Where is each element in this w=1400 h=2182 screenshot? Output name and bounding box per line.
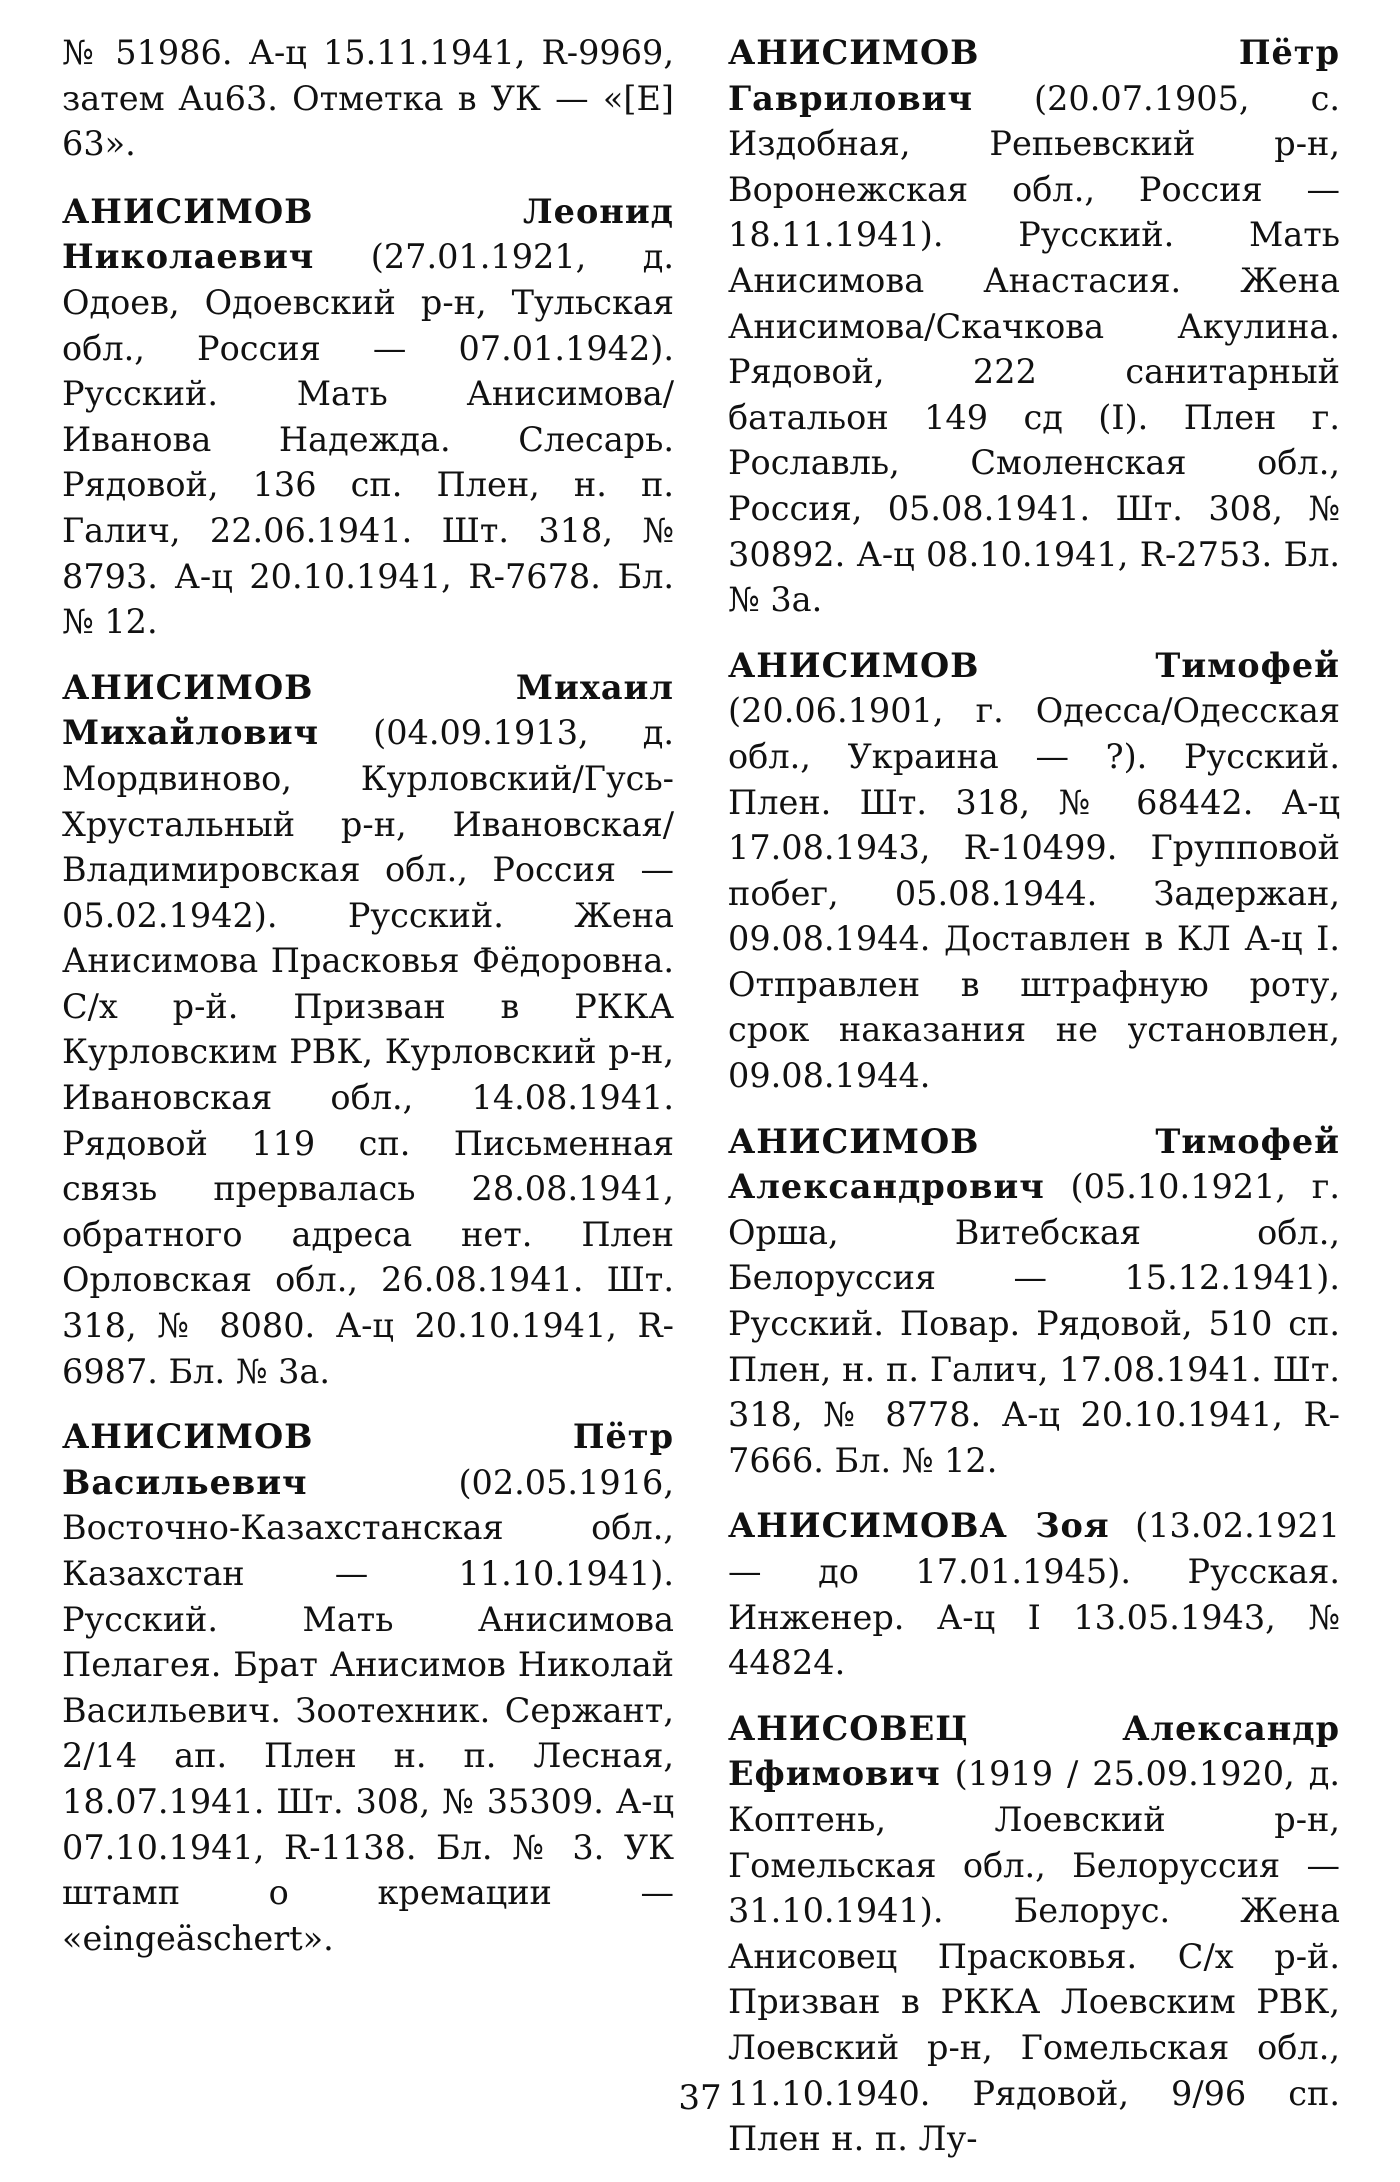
entry-name: АНИСИМОВ Михаил Михайлович [62, 667, 674, 753]
entry-text: (27.01.1921, д. Одоев, Одоевский р-н, Тульская обл., Россия — 07.01.1942). Русский. Мать Анисимова/Иванова Надежда. Слесарь. Рядовой, 136 сп. Плен, н. п. Галич, 22.06.1941. Шт. 318, № 8793. А-ц 20.10.1941, R-7678. Бл. № 12. [62, 237, 674, 642]
entry-text: (04.09.1913, д. Мордвиново, Курловский/Гусь-Хрустальный р-н, Ивановская/Владимировская обл., Россия — 05.02.1942). Русский. Жена Анисимова Прасковья Фёдоровна. С/х р-й. Призван в РККА Курловским РВК, Курловский р-н, Ивановская обл., 14.08.1941. Рядовой 119 сп. Письменная связь прервалась 28.08.1941, обратного адреса нет. Плен Орловская обл., 26.08.1941. Шт. 318, № 8080. А-ц 20.10.1941, R-6987. Бл. № 3а. [62, 713, 674, 1391]
entry-name: АНИСОВЕЦ Александр Ефимович [728, 1708, 1340, 1794]
entry-name: АНИСИМОВ Пётр Васильевич [62, 1417, 674, 1502]
entry-name: АНИСИМОВА Зоя [728, 1506, 1110, 1546]
entry-anisimov-leonid [62, 189, 674, 645]
entry-anisimova-zoya [728, 1503, 1340, 1685]
entry-anisimov-timofei-aleksandrovich [728, 1119, 1340, 1484]
entry-text: № 51986. А-ц 15.11.1941, R-9969, затем Au63. Отметка в УК — «[E] 63». [62, 33, 674, 164]
entry-continuation [62, 30, 674, 167]
entry-name: АНИСИМОВ Тимофей Александрович [728, 1121, 1340, 1207]
entry-name: АНИСИМОВ Леонид Николаевич [62, 191, 674, 277]
entry-name: АНИСИМОВ Тимофей [728, 645, 1340, 685]
entry-text: (20.07.1905, с. Издобная, Репьевский р-н, Воронежская обл., Россия — 18.11.1941). Русский. Мать Анисимова Анастасия. Жена Анисимова/Скачкова Акулина. Рядовой, 222 санитарный батальон 149 сд (I). Плен г. Рославль, Смоленская обл., Россия, 05.08.1941. Шт. 308, № 30892. А-ц 08.10.1941, R-2753. Бл. № 3а. [728, 78, 1340, 620]
entry-anisimov-petr-vasilievich [62, 1414, 674, 1961]
entry-text: (20.06.1901, г. Одесса/Одесская обл., Украина — ?). Русский. Плен. Шт. 318, № 68442. А-ц 17.08.1943, R-10499. Групповой побег, 05.08.1944. Задержан, 09.08.1944. Доставлен в КЛ А-ц I. Отправлен в штрафную роту, срок наказания не установлен, 09.08.1944. [728, 691, 1340, 1096]
entry-anisimov-mikhail [62, 665, 674, 1395]
entry-text: (13.02.1921 — до 17.01.1945). Русская. Инженер. А-ц I 13.05.1943, № 44824. [728, 1506, 1340, 1683]
right-column [728, 30, 1340, 2182]
entry-text: (05.10.1921, г. Орша, Витебская обл., Белоруссия — 15.12.1941). Русский. Повар. Рядовой, 510 сп. Плен, н. п. Галич, 17.08.1941. Шт. 318, № 8778. А-ц 20.10.1941, R-7666. Бл. № 12. [728, 1167, 1340, 1480]
entry-anisimov-petr-gavrilovich [728, 30, 1340, 623]
left-column [62, 30, 674, 1981]
entry-anisimov-timofei [728, 643, 1340, 1099]
entry-name: АНИСИМОВ Пётр Гаврилович [728, 33, 1340, 118]
entry-text: (1919 / 25.09.1920, д. Коптень, Лоевский р-н, Гомельская обл., Белоруссия — 31.10.1941). Белорус. Жена Анисовец Прасковья. С/х р-й. Призван в РККА Лоевским РВК, Лоевский р-н, Гомельская обл., 11.10.1940. Рядовой, 9/96 сп. Плен н. п. Лу- [728, 1754, 1340, 2159]
entry-text: (02.05.1916, Восточно-Казахстанская обл., Казахстан — 11.10.1941). Русский. Мать Анисимова Пелагея. Брат Анисимов Николай Васильевич. Зоотехник. Сержант, 2/14 ап. Плен н. п. Лесная, 18.07.1941. Шт. 308, № 35309. А-ц 07.10.1941, R-1138. Бл. № 3. УК штамп о кремации — «eingeäschert». [62, 1462, 674, 1958]
page-number: 37 [678, 2078, 722, 2118]
